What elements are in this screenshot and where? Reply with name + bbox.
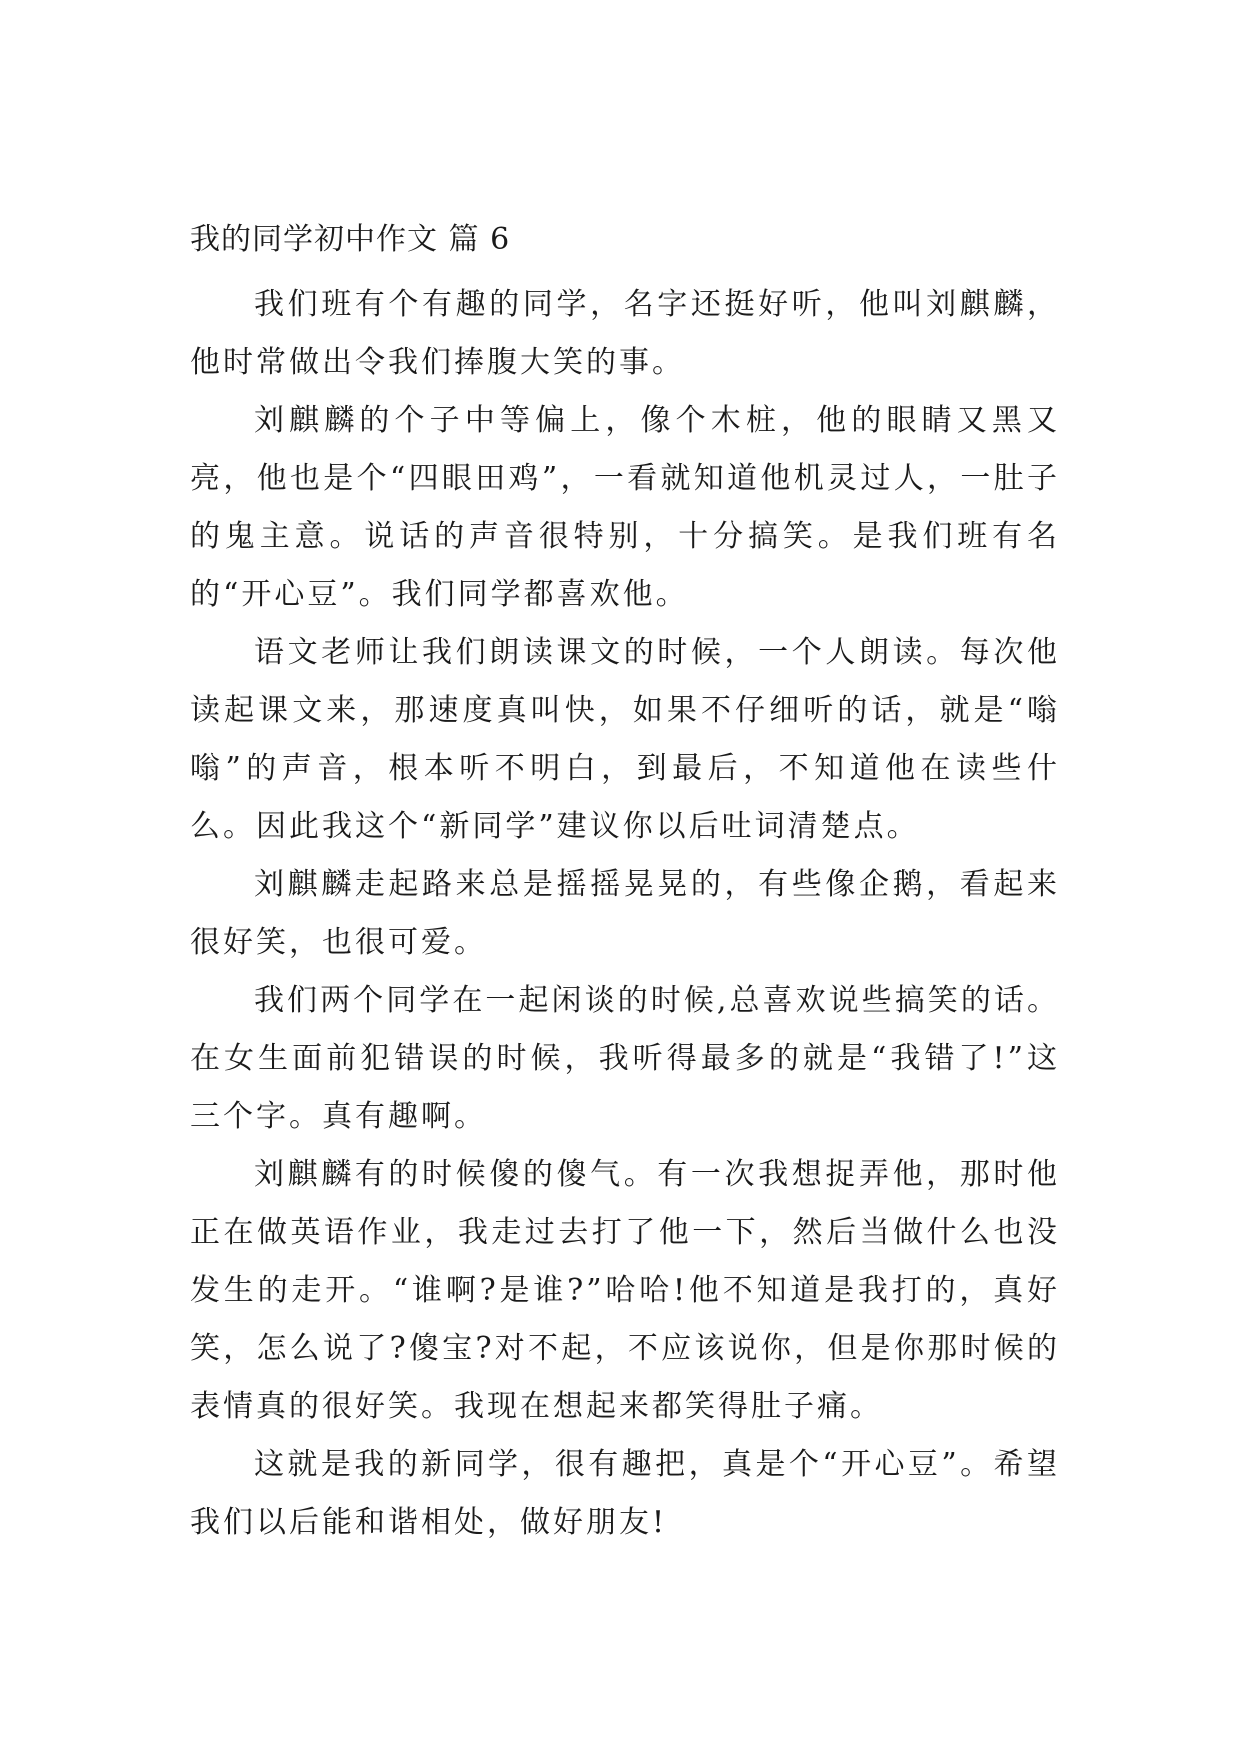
paragraph-1: 我们班有个有趣的同学，名字还挺好听，他叫刘麒麟，他时常做出令我们捧腹大笑的事。 — [190, 287, 1060, 380]
paragraph-6: 刘麒麟有的时候傻的傻气。有一次我想捉弄他，那时他正在做英语作业，我走过去打了他一下，然后当做什么也没发生的走开。“谁啊?是谁?”哈哈!他不知道是我打的，真好笑，怎么说了?傻宝?对不起，不应该说你，但是你那时候的表情真的很好笑。我现在想起来都笑得肚子痛。 — [190, 1157, 1060, 1424]
paragraph-3: 语文老师让我们朗读课文的时候，一个人朗读。每次他读起课文来，那速度真叫快，如果不仔细听的话，就是“嗡嗡”的声音，根本听不明白，到最后，不知道他在读些什么。因此我这个“新同学”建议你以后吐词清楚点。 — [190, 635, 1060, 844]
paragraph-4: 刘麒麟走起路来总是摇摇晃晃的，有些像企鹅，看起来很好笑，也很可爱。 — [190, 867, 1060, 960]
paragraph-7: 这就是我的新同学，很有趣把，真是个“开心豆”。希望我们以后能和谐相处，做好朋友! — [190, 1447, 1060, 1540]
paragraph-2: 刘麒麟的个子中等偏上，像个木桩，他的眼睛又黑又亮，他也是个“四眼田鸡”，一看就知道他机灵过人，一肚子的鬼主意。说话的声音很特别，十分搞笑。是我们班有名的“开心豆”。我们同学都喜欢他。 — [190, 403, 1060, 612]
paragraph-5: 我们两个同学在一起闲谈的时候,总喜欢说些搞笑的话。在女生面前犯错误的时候，我听得最多的就是“我错了!”这三个字。真有趣啊。 — [190, 983, 1060, 1134]
document-page — [190, 222, 1060, 1552]
essay-title: 我的同学初中作文 篇 6 — [190, 222, 511, 257]
